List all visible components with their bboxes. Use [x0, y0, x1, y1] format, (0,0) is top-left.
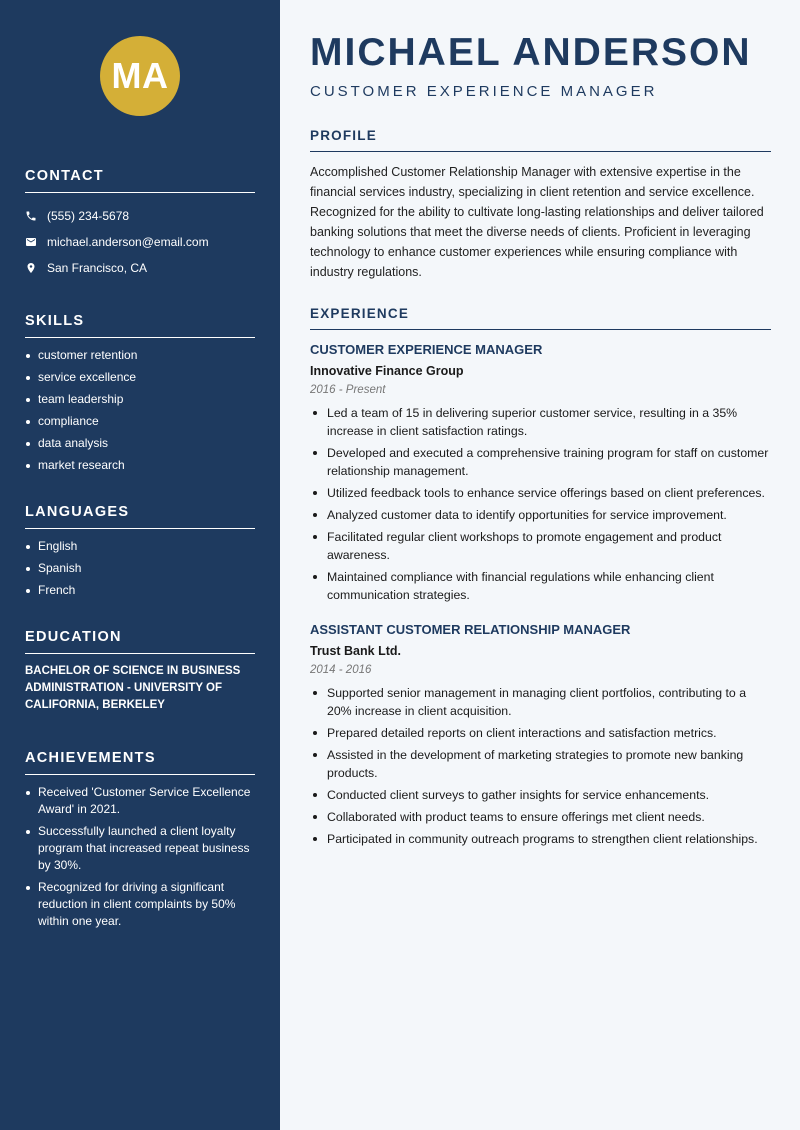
skills-list	[25, 347, 255, 474]
language-item: French	[25, 582, 255, 599]
contact-heading: CONTACT	[25, 168, 255, 193]
languages-list	[25, 538, 255, 599]
language-item: English	[25, 538, 255, 555]
achievements-heading: ACHIEVEMENTS	[25, 750, 255, 775]
education-heading: EDUCATION	[25, 629, 255, 654]
job-bullet: Supported senior management in managing client portfolios, contributing to a 20% increase in client acquisition.	[310, 684, 771, 720]
skill-item: service excellence	[25, 369, 255, 386]
job-bullet: Assisted in the development of marketing strategies to promote new banking products.	[310, 746, 771, 782]
candidate-title: CUSTOMER EXPERIENCE MANAGER	[310, 83, 658, 100]
skill-item: compliance	[25, 413, 255, 430]
location-pin-icon	[25, 262, 37, 274]
profile-text: Accomplished Customer Relationship Manager with extensive expertise in the financial services industry, specializing in client retention and service excellence. Recognized for the ability to cultivate long-lasting relationships and deliver tailored banking solutions that meet the diverse needs of clients. Proficient in leveraging technology to enhance customer experiences while ensuring compliance with industry regulations.	[310, 165, 764, 279]
job-bullet: Collaborated with product teams to ensure offerings met client needs.	[310, 808, 771, 826]
skill-item: market research	[25, 457, 255, 474]
skill-item: data analysis	[25, 435, 255, 452]
job-bullet: Maintained compliance with financial regulations while enhancing client communication strategies.	[310, 568, 771, 604]
achievement-item: Recognized for driving a significant reduction in client complaints by 50% within one year.	[25, 879, 255, 930]
sidebar	[0, 0, 280, 1130]
avatar-initials: MA	[100, 36, 180, 116]
email-icon	[25, 236, 37, 248]
skills-section	[25, 313, 255, 474]
job-bullets	[310, 684, 771, 848]
contact-location	[25, 255, 255, 281]
job-entry	[310, 622, 771, 848]
languages-section	[25, 504, 255, 599]
job-bullet: Conducted client surveys to gather insights for service enhancements.	[310, 786, 771, 804]
job-bullet: Developed and executed a comprehensive training program for staff on customer relationship management.	[310, 444, 771, 480]
job-dates: 2016 - Present	[310, 384, 386, 396]
language-item: Spanish	[25, 560, 255, 577]
contact-phone	[25, 203, 255, 229]
phone-icon	[25, 210, 37, 222]
contact-list	[25, 203, 255, 281]
job-role: ASSISTANT CUSTOMER RELATIONSHIP MANAGER	[310, 622, 631, 637]
job-bullet: Led a team of 15 in delivering superior customer service, resulting in a 35% increase in client satisfaction ratings.	[310, 404, 771, 440]
achievements-list	[25, 784, 255, 930]
location-text: San Francisco, CA	[47, 261, 148, 275]
education-degree: BACHELOR OF SCIENCE IN BUSINESS ADMINISTRATION - UNIVERSITY OF CALIFORNIA, BERKELEY	[25, 665, 241, 711]
email-text: michael.anderson@email.com	[47, 235, 209, 249]
contact-section	[25, 168, 255, 281]
job-company: Innovative Finance Group	[310, 364, 464, 378]
job-bullet: Participated in community outreach programs to strengthen client relationships.	[310, 830, 771, 848]
main-content	[280, 0, 800, 1130]
contact-email	[25, 229, 255, 255]
education-section	[25, 629, 255, 714]
job-bullet: Facilitated regular client workshops to promote engagement and product awareness.	[310, 528, 771, 564]
job-bullet: Prepared detailed reports on client interactions and satisfaction metrics.	[310, 724, 771, 742]
job-company: Trust Bank Ltd.	[310, 644, 401, 658]
achievement-item: Successfully launched a client loyalty program that increased repeat business by 30%.	[25, 823, 255, 874]
job-entry	[310, 342, 771, 604]
profile-heading: PROFILE	[310, 128, 771, 152]
achievement-item: Received 'Customer Service Excellence Award' in 2021.	[25, 784, 255, 818]
job-bullet: Analyzed customer data to identify opportunities for service improvement.	[310, 506, 771, 524]
candidate-name: MICHAEL ANDERSON	[310, 31, 752, 74]
job-dates: 2014 - 2016	[310, 664, 372, 676]
experience-heading: EXPERIENCE	[310, 306, 771, 330]
skills-heading: SKILLS	[25, 313, 255, 338]
achievements-section	[25, 750, 255, 930]
skill-item: customer retention	[25, 347, 255, 364]
job-bullet: Utilized feedback tools to enhance service offerings based on client preferences.	[310, 484, 771, 502]
phone-text: (555) 234-5678	[47, 209, 130, 223]
job-bullets	[310, 404, 771, 604]
experience-section	[310, 306, 771, 848]
profile-section	[310, 128, 771, 282]
skill-item: team leadership	[25, 391, 255, 408]
languages-heading: LANGUAGES	[25, 504, 255, 529]
job-role: CUSTOMER EXPERIENCE MANAGER	[310, 342, 543, 357]
